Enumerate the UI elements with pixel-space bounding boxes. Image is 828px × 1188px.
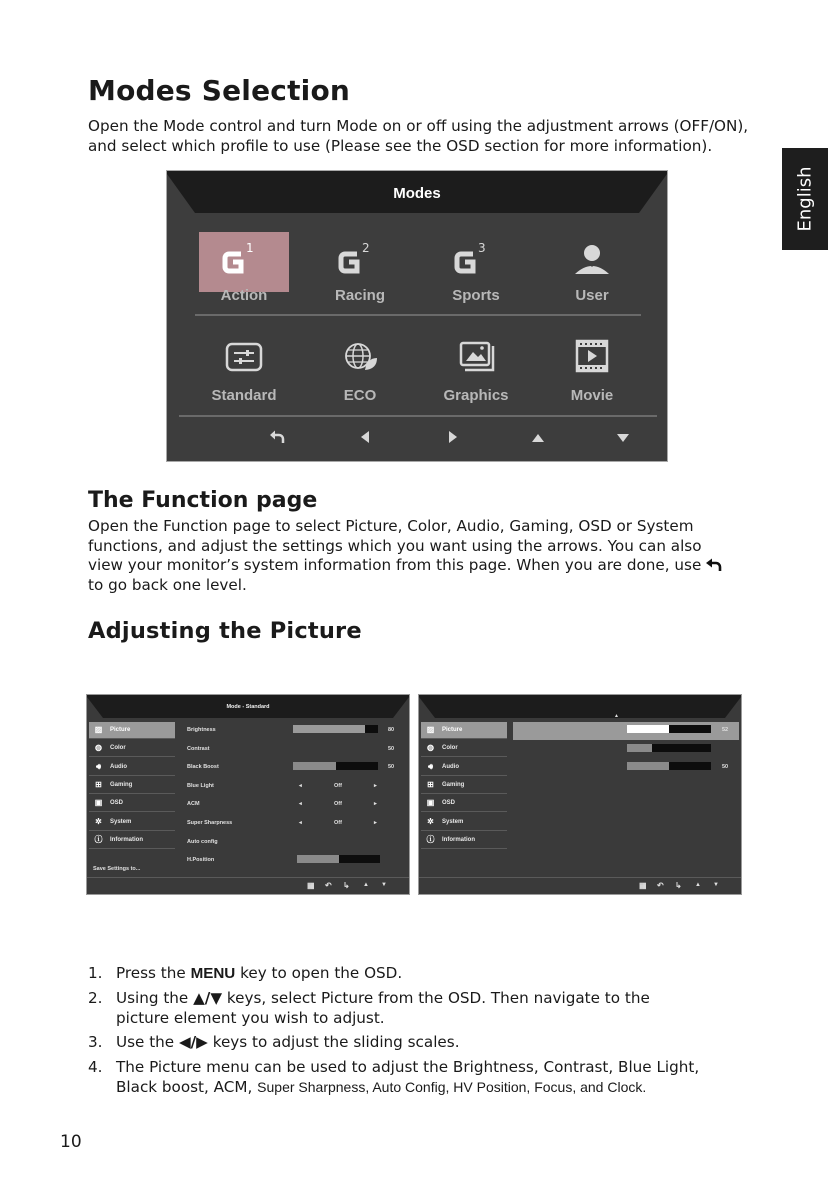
down-arrow-icon-small[interactable]: ▼ <box>381 882 387 888</box>
setting-label[interactable]: Super Sharpness <box>187 820 233 826</box>
information-icon: ⓘ <box>94 834 103 844</box>
mode-eco[interactable] <box>315 336 405 376</box>
osd-right-menu-label: Picture <box>442 727 463 733</box>
osd-right-title-bar <box>419 695 741 719</box>
picture-icon: ▨ <box>94 725 103 734</box>
graphics-icon <box>431 336 521 376</box>
back-icon[interactable] <box>269 429 287 445</box>
osd-left-footer-divider <box>87 877 409 878</box>
back-icon-small[interactable]: ↶ <box>325 881 332 890</box>
mode-movie[interactable] <box>547 336 637 376</box>
osd-left-menu-item-gaming[interactable] <box>89 777 175 794</box>
mode-action[interactable] <box>199 232 289 292</box>
setting-label[interactable]: Blue Light <box>187 782 214 789</box>
mode-user-label: User <box>575 287 609 304</box>
function-page-text-after: to go <box>88 575 128 594</box>
osd-left-menu-item-color[interactable] <box>89 740 175 757</box>
osd-left-menu-item-information[interactable] <box>89 832 175 849</box>
mode-standard[interactable] <box>199 336 289 376</box>
page-title: Modes Selection <box>88 74 351 107</box>
osd-left-menu-label: OSD <box>110 800 124 807</box>
enter-icon-small-right[interactable]: ↳ <box>675 881 682 890</box>
osd-right-menu-label: Gaming <box>442 781 465 788</box>
audio-icon: 🔊︎ <box>427 761 434 771</box>
slider-fill <box>293 725 365 733</box>
osd-left-menu-label: Audio <box>110 763 127 770</box>
osd-left-menu-label: Gaming <box>110 781 133 788</box>
osd-left-menu-item-osd[interactable] <box>89 795 175 812</box>
system-icon: ✲ <box>427 816 434 826</box>
option-right-arrow-icon[interactable]: ▸ <box>374 801 377 808</box>
osd-right-menu-item-information[interactable] <box>421 832 507 849</box>
down-arrow-icon[interactable] <box>616 433 630 443</box>
osd-right-menu-item-system[interactable] <box>421 814 507 831</box>
language-tab <box>782 148 828 250</box>
function-page-text-last: back one level. <box>131 575 247 594</box>
audio-icon: 🔊︎ <box>95 761 102 771</box>
setting-slider[interactable] <box>627 725 711 733</box>
step-key: ▲/▼ <box>193 989 223 1007</box>
option-left-arrow-icon[interactable]: ◂ <box>299 801 302 808</box>
step-key: ◀/▶ <box>178 1033 208 1051</box>
modes-osd <box>166 170 668 462</box>
gaming-icon: ⊞ <box>95 779 102 789</box>
setting-value: 50 <box>388 745 395 752</box>
modes-nav-divider <box>179 415 657 417</box>
mode-graphics[interactable] <box>431 336 521 376</box>
setting-value: 50 <box>722 764 729 771</box>
mode-graphics-label: Graphics <box>443 387 509 404</box>
osd-right-menu-item-osd[interactable] <box>421 795 507 812</box>
steps-list <box>88 964 738 1104</box>
function-page-paragraph <box>88 517 728 595</box>
information-icon: ⓘ <box>426 834 435 844</box>
setting-label[interactable]: Brightness <box>187 727 216 733</box>
page-number: 10 <box>60 1132 82 1152</box>
osd-icon: ▣ <box>94 798 103 808</box>
right-arrow-icon[interactable] <box>447 430 459 444</box>
option-right-arrow-icon[interactable]: ▸ <box>374 820 377 826</box>
setting-label[interactable]: ACM <box>187 801 200 808</box>
step-number: 4. <box>88 1058 103 1076</box>
setting-slider[interactable] <box>627 762 711 770</box>
osd-right-menu-label: Color <box>442 745 458 752</box>
mode-racing[interactable] <box>315 232 405 292</box>
setting-value: 50 <box>388 764 395 771</box>
osd-right-up-indicator: ▲ <box>614 713 619 719</box>
setting-slider[interactable] <box>293 725 378 733</box>
osd-left-menu-label: Color <box>110 745 126 752</box>
setting-slider[interactable] <box>297 855 380 863</box>
setting-value: 52 <box>722 727 729 733</box>
adjust-picture-heading: Adjusting the Picture <box>88 618 362 644</box>
up-arrow-icon-small-right[interactable]: ▲ <box>695 882 701 888</box>
function-page-text: Open the Function page to select Picture, Color, Audio, Gaming, OSD or System functions, and adjust the settings which you want using the arrows. You can also view your monitor’s system information from this page. When you are done, use <box>88 517 702 574</box>
osd-right-footer-divider <box>419 877 741 878</box>
osd-right-menu-item-picture[interactable] <box>421 722 507 739</box>
standard-icon <box>199 336 289 376</box>
slider-fill <box>297 855 339 863</box>
svg-text:2: 2 <box>362 241 370 255</box>
mode-sports-label: Sports <box>452 287 500 304</box>
picture-icon: ▨ <box>426 725 435 734</box>
osd-icon: ▣ <box>426 798 435 808</box>
step-number: 2. <box>88 989 103 1007</box>
option-value: Off <box>334 820 342 826</box>
slider-fill <box>293 762 336 770</box>
left-arrow-icon[interactable] <box>359 430 371 444</box>
color-icon: ◍ <box>95 743 102 753</box>
save-settings-link[interactable]: Save Settings to... <box>93 866 141 872</box>
step-text-post: keys to adjust the sliding scales. <box>207 1033 460 1051</box>
step-text-small: Super Sharpness, Auto Config, HV Position, Focus, and Clock. <box>257 1078 647 1095</box>
back-icon-inline <box>706 558 724 572</box>
osd-left-menu-label: Information <box>110 836 143 843</box>
option-right-arrow-icon[interactable]: ▸ <box>374 782 377 789</box>
osd-left-menu-item-system[interactable] <box>89 814 175 831</box>
picture-osd-right <box>418 694 742 895</box>
osd-right-menu-item-gaming[interactable] <box>421 777 507 794</box>
mode-standard-label: Standard <box>211 387 277 404</box>
osd-right-menu-item-color[interactable] <box>421 740 507 757</box>
mode-action-label: Action <box>220 287 268 304</box>
step-text: Use the <box>116 1033 179 1051</box>
mode-sports[interactable] <box>431 232 521 292</box>
option-value: Off <box>334 801 342 808</box>
step-text: Using the <box>116 989 194 1007</box>
gaming-icon: ⊞ <box>427 779 434 789</box>
osd-right-menu-label: Information <box>442 836 475 843</box>
svg-text:1: 1 <box>246 241 254 255</box>
slider-fill <box>627 744 652 752</box>
osd-right-menu-label: OSD <box>442 800 456 807</box>
g1-icon <box>199 232 289 292</box>
color-icon: ◍ <box>427 743 434 753</box>
g2-icon <box>315 232 405 292</box>
menu-grid-icon[interactable]: ▦ <box>307 881 315 890</box>
osd-left-menu-item-picture[interactable] <box>89 722 175 739</box>
osd-left-menu-item-audio[interactable] <box>89 759 175 776</box>
osd-left-menu-label: Picture <box>110 727 131 733</box>
osd-right-menu-label: System <box>442 818 464 825</box>
osd-right-menu-item-audio[interactable] <box>421 759 507 776</box>
mode-racing-label: Racing <box>334 287 385 304</box>
svg-text:3: 3 <box>478 241 486 255</box>
language-tab-label: English <box>794 166 816 232</box>
movie-icon <box>547 336 637 376</box>
step-text: Press the <box>116 964 191 982</box>
setting-label[interactable]: Contrast <box>187 745 210 752</box>
enter-icon-small[interactable]: ↳ <box>343 881 350 890</box>
eco-icon <box>315 336 405 376</box>
g3-icon <box>431 232 521 292</box>
back-icon-small-right[interactable]: ↶ <box>657 881 664 890</box>
mode-movie-label: Movie <box>570 387 614 404</box>
mode-eco-label: ECO <box>343 387 377 404</box>
step-number: 1. <box>88 964 103 982</box>
step-key: MENU <box>190 965 236 982</box>
modes-title: Modes <box>393 185 441 202</box>
step-text: The Picture menu can be used to adjust the Brightness, Contrast, Blue Light, Black boost, ACM, <box>116 1058 700 1096</box>
option-left-arrow-icon[interactable]: ◂ <box>299 820 302 826</box>
modes-row-divider <box>195 314 641 316</box>
osd-right-menu-label: Audio <box>442 763 459 770</box>
setting-slider[interactable] <box>627 744 711 752</box>
step-text-post: key to open the OSD. <box>235 964 403 982</box>
intro-paragraph: Open the Mode control and turn Mode on or off using the adjustment arrows (OFF/ON), and select which profile to use (Please see the OSD section for more information). <box>88 117 749 155</box>
up-arrow-icon[interactable] <box>531 433 545 443</box>
osd-left-menu-label: System <box>110 818 132 825</box>
function-page-heading: The Function page <box>88 488 318 513</box>
option-value: Off <box>334 782 342 789</box>
step-number: 3. <box>88 1033 103 1051</box>
slider-fill <box>627 762 669 770</box>
user-icon <box>547 232 637 292</box>
mode-user[interactable] <box>547 232 637 292</box>
up-arrow-icon-small[interactable]: ▲ <box>363 882 369 888</box>
picture-osd-left <box>86 694 410 895</box>
setting-value: 80 <box>388 727 395 733</box>
setting-slider[interactable] <box>293 762 378 770</box>
slider-fill <box>627 725 669 733</box>
down-arrow-icon-small-right[interactable]: ▼ <box>713 882 719 888</box>
option-left-arrow-icon[interactable]: ◂ <box>299 782 302 789</box>
menu-grid-icon-right[interactable]: ▦ <box>639 881 647 890</box>
osd-left-header: Mode - Standard <box>226 704 270 710</box>
system-icon: ✲ <box>95 816 102 826</box>
setting-label[interactable]: H.Position <box>187 857 215 864</box>
setting-label[interactable]: Auto config <box>187 838 218 845</box>
step-text-post: keys, select Picture from the OSD. Then navigate to the picture element you wish to adjust. <box>116 989 650 1027</box>
setting-label[interactable]: Black Boost <box>187 764 219 771</box>
